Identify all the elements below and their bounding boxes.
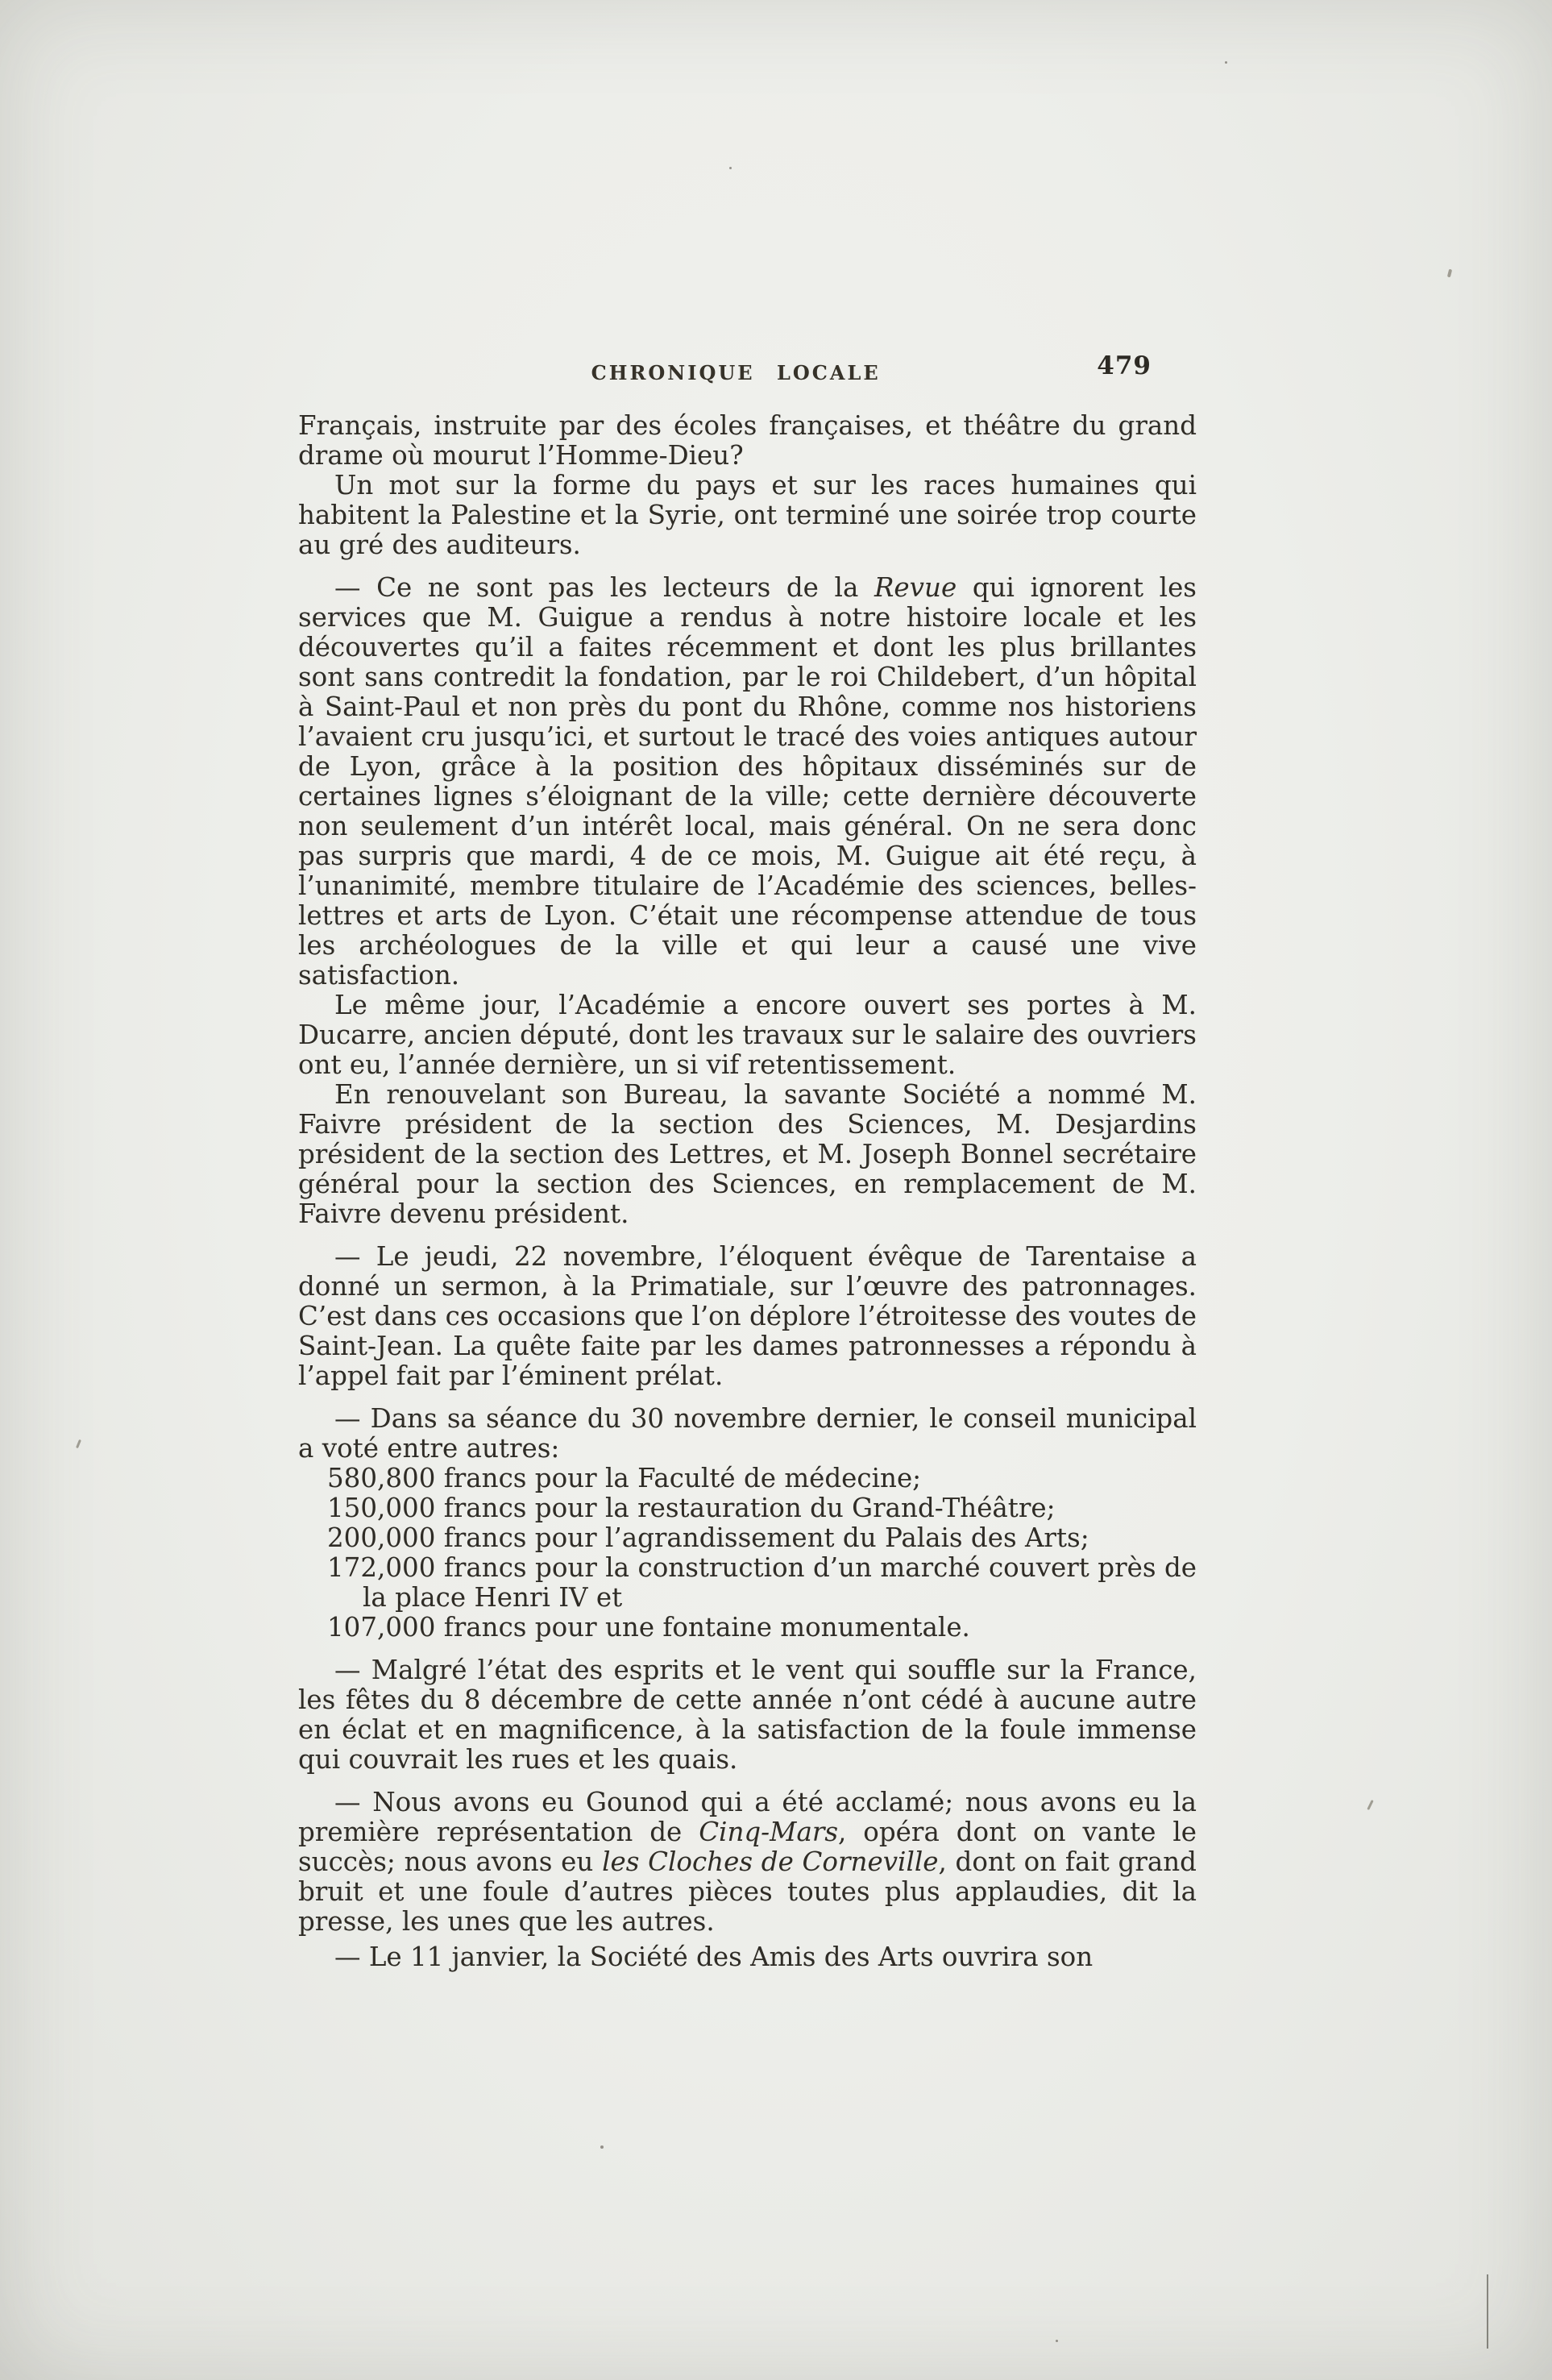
text-run: qui ignorent les services que M. Guigue a rendus à notre histoire locale et les découvertes qu’il a faites récemment et dont les plus brillantes sont sans contredit la fondation, par le roi Childebert, d’un hôpital à Saint-Paul et non près du pont du Rhône, comme nos historiens l’avaient cru jusqu’ici, et surtout le tracé des voies antiques autour de Lyon, grâce à la position des hôpitaux disséminés sur de certaines lignes s’éloignant de la ville; cette dernière découverte non seulement d’un intérêt local, mais général. On ne sera donc pas surpris que mardi, 4 de ce mois, M. Guigue ait été reçu, à l’unanimité, membre titulaire de l’Académie des sciences, belles-lettres et arts de Lyon. C’était une récompense attendue de tous les archéologues de la ville et qui leur a causé une vive satisfaction. — [298, 572, 1197, 991]
scan-speck — [1056, 2340, 1058, 2342]
vote-item-marche-couvert — [298, 1553, 1197, 1613]
italic-cloches-corneville-title: les Cloches de Corneville — [602, 1846, 939, 1877]
text-run: 580,800 francs pour la Faculté de médecine; — [327, 1463, 922, 1493]
scan-mark — [1447, 269, 1452, 278]
paragraph-fetes-decembre — [298, 1655, 1197, 1775]
text-run: — Le 11 janvier, la Société des Amis des Arts ouvrira son — [334, 1942, 1093, 1972]
paragraph-un-mot — [298, 471, 1197, 560]
text-run: 172,000 francs pour la construction d’un marché couvert près de la place Henri IV et — [327, 1552, 1197, 1613]
text-run: 150,000 francs pour la restauration du Grand-Théâtre; — [327, 1493, 1056, 1523]
text-run: 107,000 francs pour une fontaine monumentale. — [327, 1612, 970, 1643]
vote-item-fontaine — [298, 1613, 1197, 1643]
text-run: En renouvelant son Bureau, la savante Société a nommé M. Faivre président de la section des Sciences, M. Desjardins président de la section des Lettres, et M. Joseph Bonnel secrétaire général pour la section des Sciences, en remplacement de M. Faivre devenu président. — [298, 1079, 1197, 1229]
paragraph-gounod-operas — [298, 1788, 1197, 1937]
paragraph-amis-des-arts — [298, 1942, 1197, 1972]
text-run: — Dans sa séance du 30 novembre dernier, le conseil municipal a voté entre autres: — [298, 1403, 1197, 1464]
italic-revue-title: Revue — [874, 572, 957, 603]
vote-list — [298, 1464, 1197, 1643]
paragraph-guigue-academie — [298, 573, 1197, 991]
italic-cinq-mars-title: Cinq-Mars — [699, 1817, 839, 1847]
scan-mark — [1367, 1800, 1373, 1810]
text-run: — Malgré l’état des esprits et le vent qui souffle sur la France, les fêtes du 8 décembre de cette année n’ont cédé à aucune autre en éclat et en magnificence, à la satisfaction de la foule immense qui couvrait les rues et les quais. — [298, 1655, 1197, 1775]
page-number: 479 — [1097, 351, 1152, 380]
paragraph-ducarre — [298, 991, 1197, 1080]
vote-item-grand-theatre — [298, 1493, 1197, 1523]
text-run: Français, instruite par des écoles françaises, et théâtre du grand drame où mourut l’Homme-Dieu? — [298, 410, 1197, 471]
text-run: 200,000 francs pour l’agrandissement du Palais des Arts; — [327, 1522, 1089, 1553]
scan-speck — [729, 167, 732, 169]
text-run: — Ce ne sont pas les lecteurs de la — [334, 572, 874, 603]
paragraph-francais — [298, 411, 1197, 471]
scan-hairline — [1487, 2274, 1488, 2349]
header-title: CHRONIQUE LOCALE — [591, 361, 881, 384]
text-run: , dont on fait grand bruit et une foule d’autres pièces toutes plus applaudies, dit la presse, les unes que les autres. — [298, 1846, 1197, 1937]
scan-mark — [76, 1439, 81, 1448]
vote-item-palais-des-arts — [298, 1523, 1197, 1553]
running-header — [298, 351, 1197, 393]
text-run: Le même jour, l’Académie a encore ouvert ses portes à M. Ducarre, ancien député, dont les travaux sur le salaire des ouvriers ont eu, l’année dernière, un si vif retentissement. — [298, 990, 1197, 1080]
text-run: — Le jeudi, 22 novembre, l’éloquent évêque de Tarentaise a donné un sermon, à la Primatiale, sur l’œuvre des patronnages. C’est dans ces occasions que l’on déplore l’étroitesse des voutes de Saint-Jean. La quête faite par les dames patronnesses a répondu à l’appel fait par l’éminent prélat. — [298, 1241, 1197, 1391]
text-column — [298, 351, 1197, 1972]
scan-speck — [600, 2145, 604, 2149]
text-run: , opéra dont on vante le succès; nous avons eu — [298, 1817, 1197, 1877]
scan-speck — [1225, 61, 1227, 64]
paragraph-conseil-municipal — [298, 1404, 1197, 1464]
paragraph-eveque-tarentaise — [298, 1242, 1197, 1391]
text-run: — Nous avons eu Gounod qui a été acclamé; nous avons eu la première représentation de — [298, 1787, 1197, 1847]
text-run: Un mot sur la forme du pays et sur les races humaines qui habitent la Palestine et la Syrie, ont terminé une soirée trop courte au gré des auditeurs. — [298, 470, 1197, 560]
paragraph-bureau-societe — [298, 1080, 1197, 1229]
vote-item-faculte-medecine — [298, 1464, 1197, 1493]
